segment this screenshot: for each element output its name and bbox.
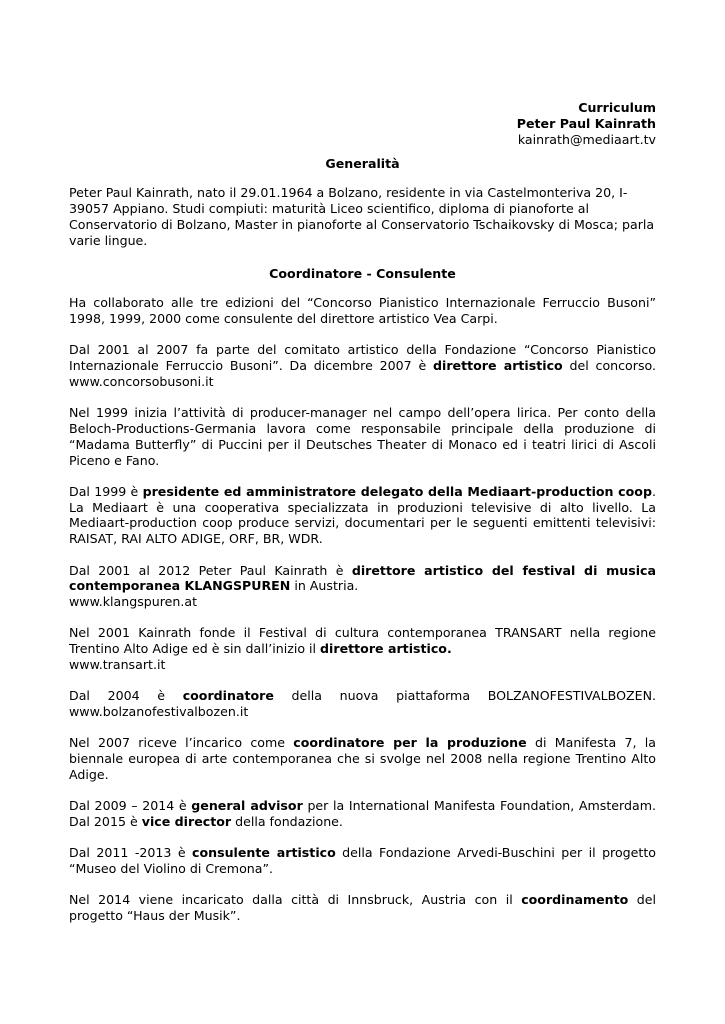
cv-document bbox=[69, 100, 656, 940]
header bbox=[69, 100, 656, 147]
doc-title: Curriculum bbox=[578, 100, 656, 115]
paragraph-busoni-consulente: Ha collaborato alle tre edizioni del “Concorso Pianistico Internazionale Ferruccio Busoni” 1998, 1999, 2000 come consulente del direttore artistico Vea Carpi. bbox=[69, 295, 656, 326]
paragraph-manifesta7: Nel 2007 riceve l’incarico come coordinatore per la produzione di Manifesta 7, la biennale europea di arte contemporanea che si svolge nel 2008 nella regione Trentino Alto Adige. bbox=[69, 735, 656, 782]
paragraph-museo-violino: Dal 2011 -2013 è consulente artistico della Fondazione Arvedi-Buschini per il progetto “Museo del Violino di Cremona”. bbox=[69, 845, 656, 877]
paragraph-producer-manager: Nel 1999 inizia l’attività di producer-manager nel campo dell’opera lirica. Per conto della Beloch-Productions-Germania lavora come responsabile principale della produzione di “Madama Butterfly” di Puccini per il Deutsches Theater di Monaco ed i teatri lirici di Ascoli Piceno e Fano. bbox=[69, 405, 656, 468]
person-name: Peter Paul Kainrath bbox=[516, 115, 656, 131]
paragraph-klangspuren: Dal 2001 al 2012 Peter Paul Kainrath è direttore artistico del festival di musica contemporanea KLANGSPUREN in Austria. www.klangspuren.at bbox=[69, 562, 656, 610]
paragraph-mediaart: Dal 1999 è presidente ed amministratore delegato della Mediaart-production coop. La Mediaart è una cooperativa specializzata in produzioni televisive di alto livello. La Mediaart-production coop produce servizi, documentari per le seguenti emittenti televisivi: RAISAT, RAI ALTO ADIGE, ORF, BR, WDR. bbox=[69, 483, 656, 547]
paragraph-transart: Nel 2001 Kainrath fonde il Festival di cultura contemporanea TRANSART nella regione Trentino Alto Adige ed è sin dall’inizio il direttore artistico. www.transart.it bbox=[69, 625, 656, 673]
generalita-text: Peter Paul Kainrath, nato il 29.01.1964 a Bolzano, residente in via Castelmonteriva 20, I-39057 Appiano. Studi compiuti: maturità Liceo scientifico, diploma di pianoforte al Conservatorio di Bolzano, Master in pianoforte al Conservatorio Tschaikovsky di Mosca; parla varie lingue. bbox=[69, 185, 655, 248]
paragraph-manifesta-foundation: Dal 2009 – 2014 è general advisor per la International Manifesta Foundation, Amsterdam. Dal 2015 è vice director della fondazione. bbox=[69, 798, 656, 830]
paragraph-bolzanofestival: Dal 2004 è coordinatore della nuova piattaforma BOLZANOFESTIVALBOZEN. www.bolzanofestivalbozen.it bbox=[69, 688, 656, 720]
link-transart: www.transart.it bbox=[69, 657, 166, 673]
email: kainrath@mediaart.tv bbox=[517, 131, 656, 147]
paragraph-busoni-direttore: Dal 2001 al 2007 fa parte del comitato artistico della Fondazione “Concorso Pianistico Internazionale Ferruccio Busoni”. Da dicembre 2007 è direttore artistico del concorso. www.concorsobusoni.it bbox=[69, 342, 656, 389]
section-title-coordinatore: Coordinatore - Consulente bbox=[269, 266, 456, 282]
paragraph-haus-der-musik: Nel 2014 viene incaricato dalla città di Innsbruck, Austria con il coordinamento del progetto “Haus der Musik”. bbox=[69, 892, 656, 924]
link-klangspuren: www.klangspuren.at bbox=[69, 594, 198, 610]
link-bolzanofestival: www.bolzanofestivalbozen.it bbox=[69, 704, 249, 720]
section-title-generalita: Generalità bbox=[325, 156, 400, 172]
